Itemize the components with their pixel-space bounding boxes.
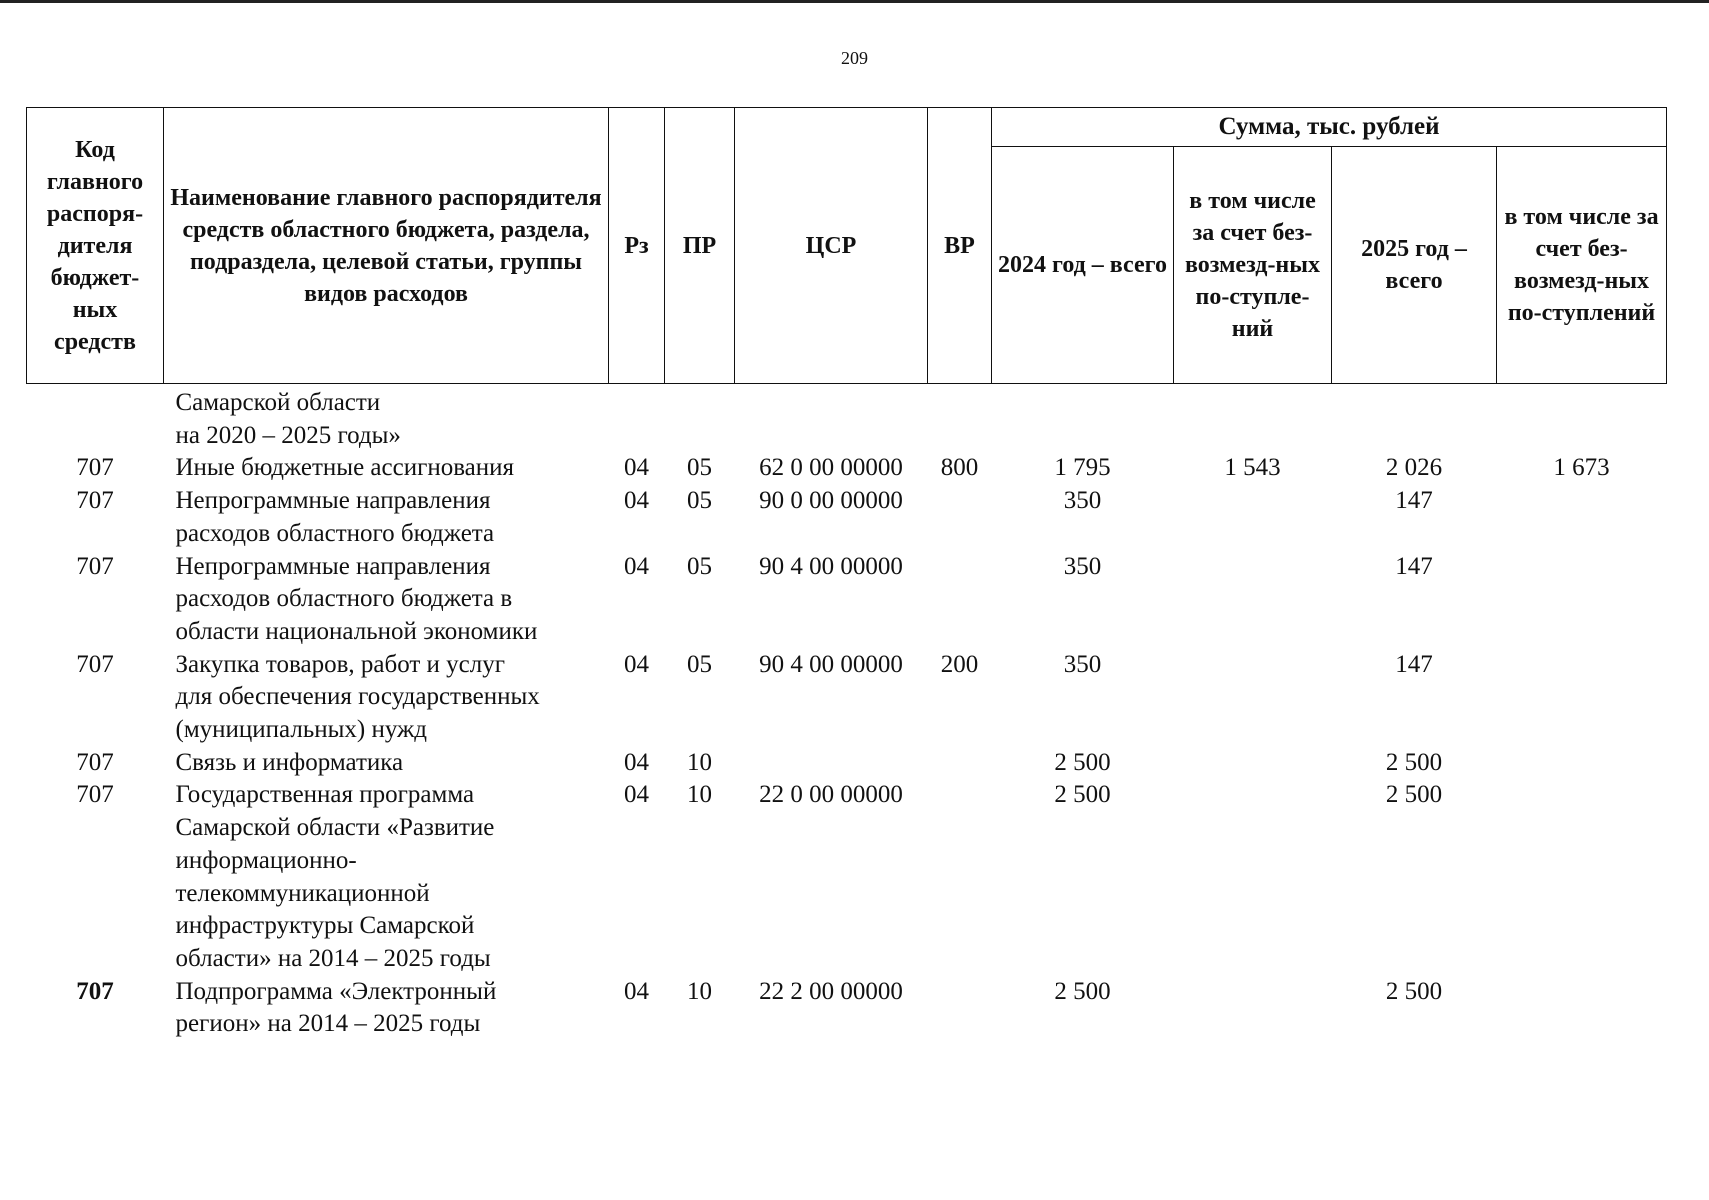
row-2024-grants — [1174, 779, 1332, 975]
row-2024-total: 2 500 — [1054, 977, 1111, 1005]
row-pr: 05 — [687, 487, 712, 515]
page-number: 209 — [841, 48, 868, 68]
row-csr — [735, 747, 928, 780]
row-code: 707 — [76, 748, 114, 776]
budget-table — [26, 107, 1667, 1041]
row-pr — [665, 384, 735, 453]
row-rz: 04 — [624, 454, 649, 482]
row-vr — [928, 384, 992, 453]
row-2024-grants — [1174, 485, 1332, 550]
row-2024-grants — [1174, 551, 1332, 649]
row-2024-total: 350 — [1063, 552, 1102, 580]
row-2025-total: 2 026 — [1385, 454, 1443, 482]
row-pr: 10 — [687, 748, 712, 776]
row-csr — [735, 384, 928, 453]
row-2024-grants — [1174, 976, 1332, 1041]
table-row — [27, 779, 1667, 975]
row-code: 707 — [76, 977, 114, 1005]
row-pr: 05 — [687, 454, 712, 482]
row-2024-total: 1 795 — [1054, 454, 1111, 482]
row-2024-total: 2 500 — [1054, 748, 1111, 776]
row-name: Закупка товаров, работ и услуг для обеспечения государственных (муниципальных) нужд — [175, 650, 540, 744]
header-2025-total: 2025 год – всего — [1332, 147, 1497, 384]
row-code: 707 — [76, 454, 114, 482]
row-2024-total: 350 — [1063, 650, 1102, 678]
row-csr: 90 0 00 00000 — [759, 487, 903, 515]
row-rz: 04 — [624, 977, 649, 1005]
row-vr — [928, 747, 992, 780]
row-csr: 62 0 00 00000 — [759, 454, 903, 482]
header-rz: Рз — [609, 108, 665, 384]
row-2025-total — [1332, 384, 1497, 453]
scan-top-edge — [0, 0, 1709, 3]
row-name: Непрограммные направления расходов областного бюджета в области национальной экономики — [175, 552, 538, 645]
row-2025-total: 147 — [1395, 487, 1433, 515]
row-2025-grants — [1497, 976, 1667, 1041]
table-body — [27, 384, 1667, 1042]
row-code: 707 — [76, 650, 114, 678]
header-2024-grants: в том числе за счет без-возмезд-ных по-ступле-ний — [1174, 147, 1332, 384]
header-csr: ЦСР — [735, 108, 928, 384]
row-2024-grants — [1174, 747, 1332, 780]
table-header — [27, 108, 1667, 384]
row-2025-grants — [1497, 485, 1667, 550]
header-vr: ВР — [928, 108, 992, 384]
table-row — [27, 649, 1667, 747]
header-sum: Сумма, тыс. рублей — [992, 108, 1667, 147]
header-pr: ПР — [665, 108, 735, 384]
row-2025-grants — [1497, 747, 1667, 780]
table-row — [27, 747, 1667, 780]
row-code: 707 — [76, 487, 114, 515]
row-2024-total: 350 — [1063, 487, 1102, 515]
row-2025-grants — [1497, 779, 1667, 975]
table-row — [27, 551, 1667, 649]
row-vr — [928, 485, 992, 550]
row-name: Подпрограмма «Электронный регион» на 2014 – 2025 годы — [175, 977, 497, 1038]
row-2025-total: 2 500 — [1385, 781, 1443, 809]
row-csr: 90 4 00 00000 — [759, 552, 903, 580]
row-name: Непрограммные направления расходов областного бюджета — [175, 487, 495, 547]
row-rz: 04 — [624, 487, 649, 515]
row-rz: 04 — [624, 781, 649, 809]
header-name: Наименование главного распорядителя средств областного бюджета, раздела, подраздела, целевой статьи, группы видов расходов — [164, 108, 609, 384]
row-2025-total: 2 500 — [1385, 977, 1443, 1005]
row-2025-total: 147 — [1395, 552, 1433, 580]
table-row — [27, 384, 1667, 453]
row-2025-grants: 1 673 — [1553, 454, 1610, 482]
row-2025-total: 147 — [1395, 650, 1433, 678]
header-2024-total: 2024 год – всего — [992, 147, 1174, 384]
row-2024-grants — [1174, 384, 1332, 453]
row-name: Государственная программа Самарской области «Развитие информационно- телекоммуникационной инфраструктуры Самарской области» на 2014 – 2025 годы — [175, 781, 495, 972]
row-vr — [928, 976, 992, 1041]
row-2025-grants — [1497, 551, 1667, 649]
header-code: Код главного распоря-дителя бюджет-ных средств — [27, 108, 164, 384]
row-vr — [928, 779, 992, 975]
row-name: Иные бюджетные ассигнования — [175, 454, 515, 482]
row-csr: 22 0 00 00000 — [759, 781, 903, 809]
row-pr: 05 — [687, 650, 712, 678]
row-pr: 10 — [687, 781, 712, 809]
row-2024-total: 2 500 — [1054, 781, 1111, 809]
row-code — [27, 384, 164, 453]
row-pr: 10 — [687, 977, 712, 1005]
row-vr: 800 — [940, 454, 979, 482]
row-rz: 04 — [624, 552, 649, 580]
row-rz: 04 — [624, 748, 649, 776]
row-2024-grants — [1174, 649, 1332, 747]
row-vr — [928, 551, 992, 649]
row-vr: 200 — [940, 650, 979, 678]
row-csr: 90 4 00 00000 — [759, 650, 903, 678]
table-row — [27, 452, 1667, 485]
header-2025-grants: в том числе за счет без-возмезд-ных по-ступлений — [1497, 147, 1667, 384]
row-rz: 04 — [624, 650, 649, 678]
row-name: Связь и информатика — [175, 748, 404, 776]
row-2025-total: 2 500 — [1385, 748, 1443, 776]
row-2024-grants: 1 543 — [1224, 454, 1281, 482]
table-row — [27, 976, 1667, 1041]
row-name: Самарской области на 2020 – 2025 годы» — [175, 389, 401, 449]
table-row — [27, 485, 1667, 550]
row-code: 707 — [76, 781, 114, 809]
row-2025-grants — [1497, 649, 1667, 747]
row-code: 707 — [76, 552, 114, 580]
row-rz — [609, 384, 665, 453]
row-csr: 22 2 00 00000 — [759, 977, 903, 1005]
row-2025-grants — [1497, 384, 1667, 453]
row-pr: 05 — [687, 552, 712, 580]
row-2024-total — [992, 384, 1174, 453]
